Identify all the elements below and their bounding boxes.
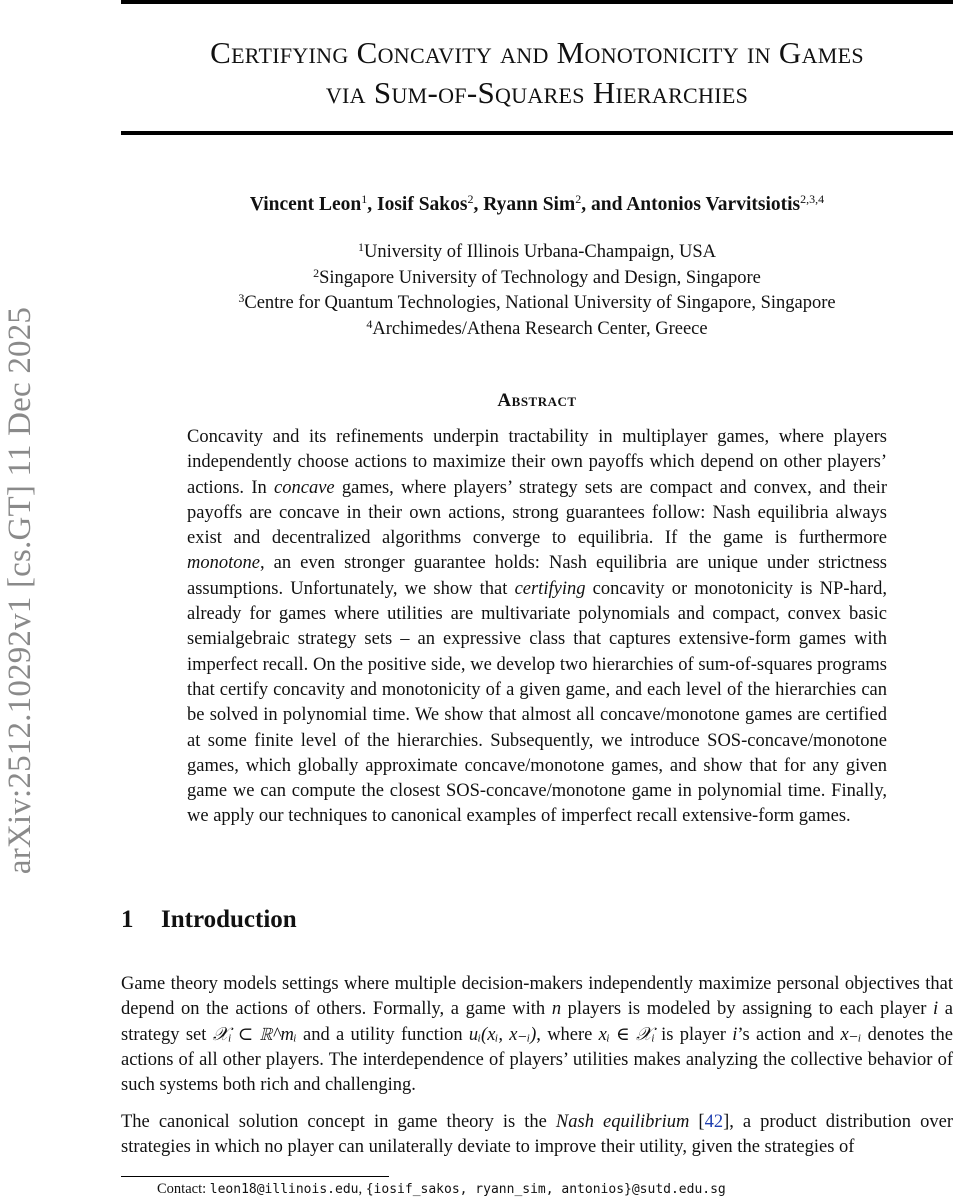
intro-paragraph-2: The canonical solution concept in game theory is the Nash equilibrium [42], a product distribution over strategies in which no player can unilaterally deviate to improve their utility, given the strategies of — [121, 1112, 953, 1158]
affiliation-list — [121, 240, 953, 342]
abstract-heading: Abstract — [497, 390, 577, 411]
author: Iosif Sakos$^2$ — [377, 192, 474, 215]
author: Antonios Varvitsiotis$^{2,3,4}$ — [626, 192, 825, 215]
email-link[interactable]: {iosif_sakos, ryann_sim, antonios}@sutd.edu.sg — [365, 1182, 726, 1197]
term-nash-equilibrium: Nash equilibrium — [555, 1112, 690, 1132]
arxiv-id-text: arXiv:2512.10292v1 [cs.GT] 11 Dec 2025 — [2, 306, 39, 874]
arxiv-identifier-stamp — [0, 265, 42, 915]
math-others: x₋ᵢ — [840, 1024, 862, 1045]
math-i: i — [732, 1024, 738, 1045]
footnote-contact: Contact: leon18@illinois.edu, {iosif_sakos, ryann_sim, antonios}@sutd.edu.sg — [157, 1181, 726, 1197]
email-link[interactable]: leon18@illinois.edu — [209, 1182, 359, 1197]
section-number: 1 — [121, 906, 134, 933]
affiliation: $^4$Archimedes/Athena Research Center, Greece — [366, 316, 708, 339]
math-i: i — [933, 999, 939, 1020]
abstract-body: Concavity and its refinements underpin tractability in multiplayer games, where players independently choose actions to maximize their own payoffs which depend on other players’ actions. In concave games, where players’ strategy sets are compact and convex, and their payoffs are concave in their own actions, strong guarantees follow: Nash equilibria always exist and decentralized algorithms converge to equilibria. If the game is furthermore monotone, an even stronger guarantee holds: Nash equilibria are unique under strictness assumptions. Unfortunately, we show that certifying concavity or monotonicity is NP-hard, already for games where utilities are multivariate polynomials and compact, convex basic semialgebraic strategy sets – an expressive class that captures extensive-form games with imperfect recall. On the positive side, we develop two hierarchies of sum-of-squares programs that certify concavity and monotonicity of a given game, and each level of the hierarchies can be solved in polynomial time. We show that almost all concave/monotone games are certified at some finite level of the hierarchies. Subsequently, we introduce SOS-concave/monotone games, which globally approximate concave/monotone games, and show that for any given game we can compute the closest SOS-concave/monotone game in polynomial time. Finally, we apply our techniques to canonical examples of imperfect recall extensive-form games. — [187, 427, 887, 827]
citation-link[interactable]: 42 — [704, 1112, 724, 1132]
author: Vincent Leon$^1$ — [249, 192, 368, 215]
section-heading-introduction — [121, 906, 297, 934]
section-title: Introduction — [161, 906, 297, 933]
intro-paragraph-1: Game theory models settings where multiple decision-makers independently maximize personal objectives that depend on the actions of others. Formally, a game with n players is modeled by assigning to each player i a strategy set 𝒳ᵢ ⊂ ℝ^mᵢ and a utility function uᵢ(xᵢ, x₋ᵢ), where xᵢ ∈ 𝒳ᵢ is player i’s action and x₋ᵢ denotes the actions of all other players. The interdependence of players’ utilities makes analyzing the collective behavior of such systems both rich and challenging. — [121, 974, 954, 1096]
author-list: Vincent Leon$^1$, Iosif Sakos$^2$, Ryann Sim$^2$, and Antonios Varvitsiotis$^{2,3,4}$ — [249, 192, 825, 215]
paper-title — [121, 33, 953, 113]
math-action: xᵢ ∈ 𝒳ᵢ — [598, 1024, 655, 1045]
affiliation: $^2$Singapore University of Technology and Design, Singapore — [313, 265, 761, 288]
title-line-2: via Sum-of-Squares Hierarchies — [325, 75, 749, 110]
title-top-rule — [121, 0, 953, 4]
title-line-1: Certifying Concavity and Monotonicity in Games — [210, 35, 864, 70]
title-bottom-rule — [121, 131, 953, 135]
footnote-rule — [121, 1176, 389, 1177]
affiliation: $^1$University of Illinois Urbana-Champaign, USA — [358, 240, 716, 262]
math-strategy-set: 𝒳ᵢ ⊂ ℝ^mᵢ — [212, 1024, 297, 1045]
math-utility: uᵢ(xᵢ, x₋ᵢ) — [468, 1024, 537, 1045]
author: Ryann Sim$^2$ — [483, 192, 582, 215]
math-n: n — [551, 999, 562, 1020]
affiliation: $^3$Centre for Quantum Technologies, National University of Singapore, Singapore — [238, 291, 836, 313]
